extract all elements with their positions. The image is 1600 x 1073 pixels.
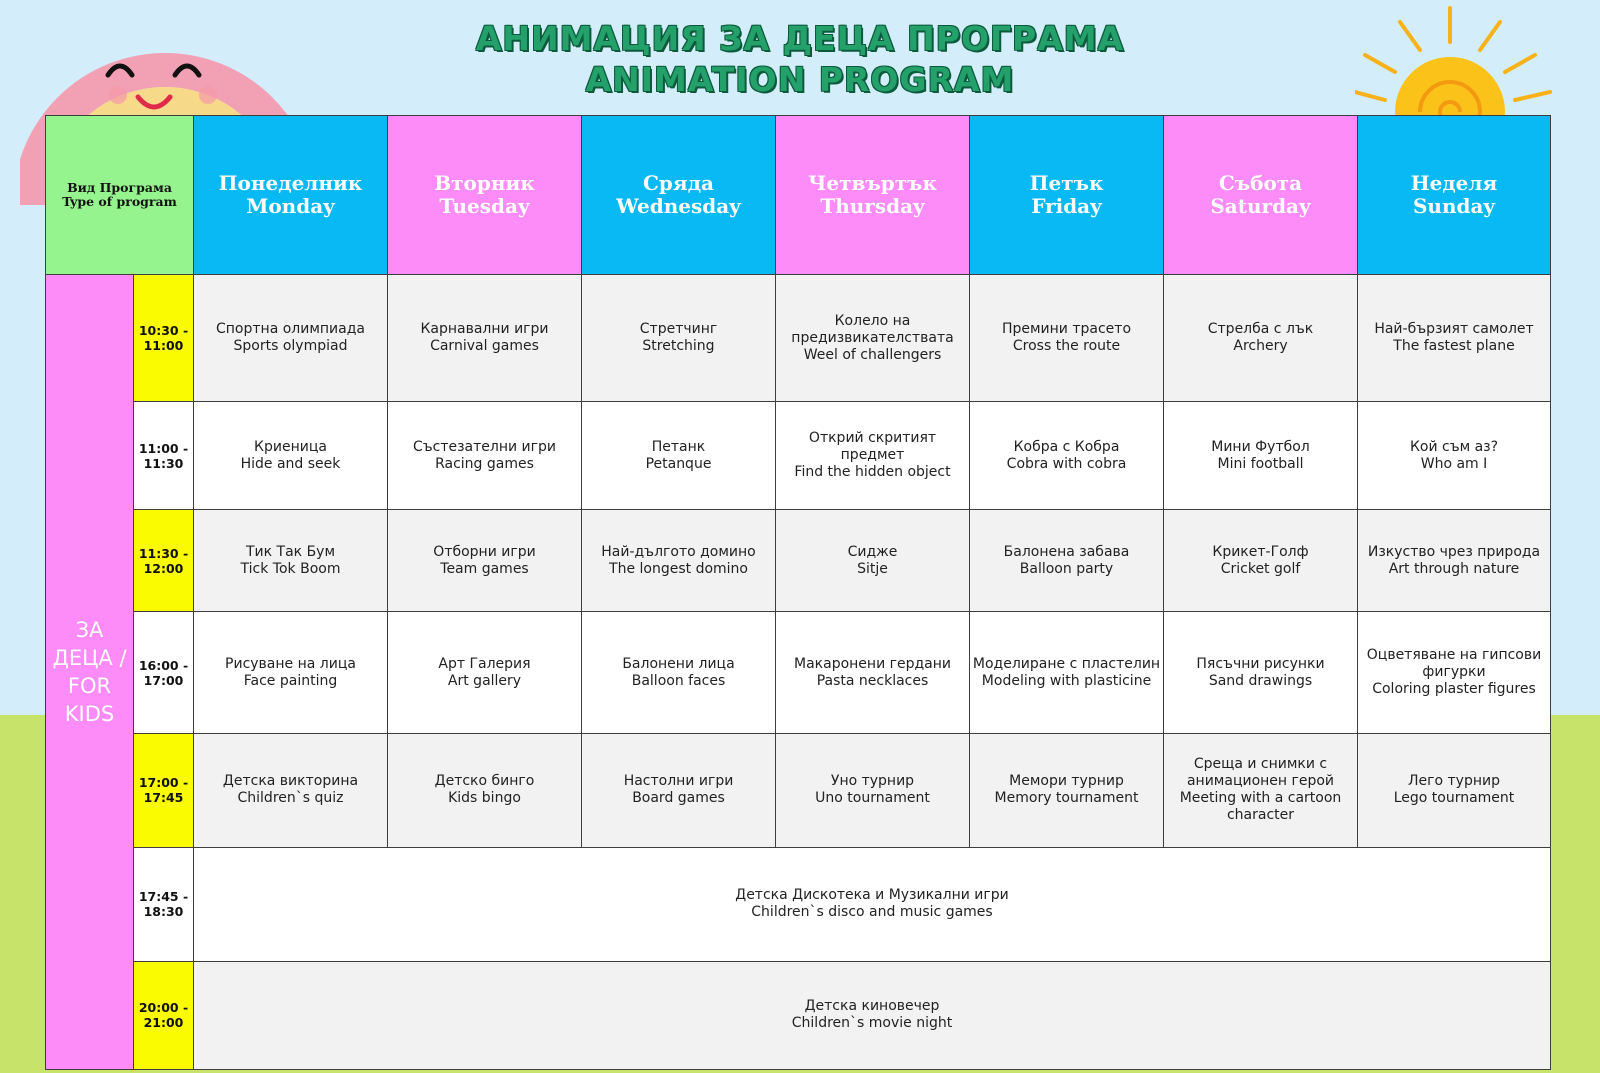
activity-cell: Моделиране с пластелин Modeling with plasticine bbox=[970, 612, 1164, 733]
activity-cell: Колело на предизвикателствата Weel of challengers bbox=[776, 275, 970, 402]
day-header-friday: Петък Friday bbox=[970, 116, 1164, 275]
table-row bbox=[46, 275, 1551, 402]
table-row bbox=[46, 612, 1551, 733]
activity-cell: Уно турнир Uno tournament bbox=[776, 733, 970, 847]
header-row bbox=[46, 116, 1551, 275]
corner-label-en: Type of program bbox=[62, 194, 177, 210]
day-header-tuesday: Вторник Tuesday bbox=[388, 116, 582, 275]
table-row bbox=[46, 510, 1551, 612]
activity-cell: Мини Футбол Mini football bbox=[1164, 402, 1358, 510]
title-line-en: ANIMATION PROGRAM bbox=[585, 60, 1015, 99]
activity-cell: Арт Галерия Art gallery bbox=[388, 612, 582, 733]
activity-cell: Състезателни игри Racing games bbox=[388, 402, 582, 510]
page-title bbox=[0, 18, 1600, 100]
table-row bbox=[46, 733, 1551, 847]
activity-cell: Открий скритият предмет Find the hidden object bbox=[776, 402, 970, 510]
activity-cell: Спортна олимпиада Sports olympiad bbox=[194, 275, 388, 402]
time-slot: 11:00 - 11:30 bbox=[134, 402, 194, 510]
time-slot: 17:00 - 17:45 bbox=[134, 733, 194, 847]
activity-cell: Изкуство чрез природа Art through nature bbox=[1358, 510, 1551, 612]
table-row bbox=[46, 402, 1551, 510]
schedule-table bbox=[45, 115, 1551, 1070]
activity-cell: Среща и снимки с анимационен герой Meeting with a cartoon character bbox=[1164, 733, 1358, 847]
activity-cell: Настолни игри Board games bbox=[582, 733, 776, 847]
activity-cell: Макаронени гердани Pasta necklaces bbox=[776, 612, 970, 733]
activity-cell: Премини трасето Cross the route bbox=[970, 275, 1164, 402]
activity-cell: Отборни игри Team games bbox=[388, 510, 582, 612]
activity-cell: Оцветяване на гипсови фигурки Coloring plaster figures bbox=[1358, 612, 1551, 733]
day-header-wednesday: Сряда Wednesday bbox=[582, 116, 776, 275]
activity-cell: Стрелба с лък Archery bbox=[1164, 275, 1358, 402]
day-header-thursday: Четвъртък Thursday bbox=[776, 116, 970, 275]
activity-cell: Карнавални игри Carnival games bbox=[388, 275, 582, 402]
activity-cell: Най-бързият самолет The fastest plane bbox=[1358, 275, 1551, 402]
activity-cell: Мемори турнир Memory tournament bbox=[970, 733, 1164, 847]
time-slot: 20:00 - 21:00 bbox=[134, 961, 194, 1069]
activity-cell: Пясъчни рисунки Sand drawings bbox=[1164, 612, 1358, 733]
activity-cell: Балонени лица Balloon faces bbox=[582, 612, 776, 733]
activity-cell: Криеница Hide and seek bbox=[194, 402, 388, 510]
activity-cell: Сидже Sitje bbox=[776, 510, 970, 612]
activity-cell: Детска викторина Children`s quiz bbox=[194, 733, 388, 847]
activity-cell: Кобра с Кобра Cobra with cobra bbox=[970, 402, 1164, 510]
activity-cell-all-week: Детска киновечер Children`s movie night bbox=[194, 961, 1551, 1069]
activity-cell: Най-дългото домино The longest domino bbox=[582, 510, 776, 612]
activity-cell: Стретчинг Stretching bbox=[582, 275, 776, 402]
time-slot: 10:30 - 11:00 bbox=[134, 275, 194, 402]
activity-cell: Лего турнир Lego tournament bbox=[1358, 733, 1551, 847]
category-for-kids: ЗА ДЕЦА / FOR KIDS bbox=[46, 275, 134, 1070]
activity-cell: Крикет-Голф Cricket golf bbox=[1164, 510, 1358, 612]
day-header-saturday: Събота Saturday bbox=[1164, 116, 1358, 275]
day-header-sunday: Неделя Sunday bbox=[1358, 116, 1551, 275]
corner-label-bg: Вид Програма bbox=[67, 180, 172, 196]
activity-cell: Детско бинго Kids bingo bbox=[388, 733, 582, 847]
activity-cell-all-week: Детска Дискотека и Музикални игри Children`s disco and music games bbox=[194, 847, 1551, 961]
program-type-header bbox=[46, 116, 194, 275]
time-slot: 11:30 - 12:00 bbox=[134, 510, 194, 612]
time-slot: 16:00 - 17:00 bbox=[134, 612, 194, 733]
activity-cell: Кой съм аз? Who am I bbox=[1358, 402, 1551, 510]
time-slot: 17:45 - 18:30 bbox=[134, 847, 194, 961]
activity-cell: Петанк Petanque bbox=[582, 402, 776, 510]
title-line-bg: АНИМАЦИЯ ЗА ДЕЦА ПРОГРАМА bbox=[475, 19, 1125, 58]
table-row bbox=[46, 961, 1551, 1069]
activity-cell: Тик Так Бум Tick Tok Boom bbox=[194, 510, 388, 612]
table-row bbox=[46, 847, 1551, 961]
day-header-monday: Понеделник Monday bbox=[194, 116, 388, 275]
activity-cell: Балонена забава Balloon party bbox=[970, 510, 1164, 612]
activity-cell: Рисуване на лица Face painting bbox=[194, 612, 388, 733]
